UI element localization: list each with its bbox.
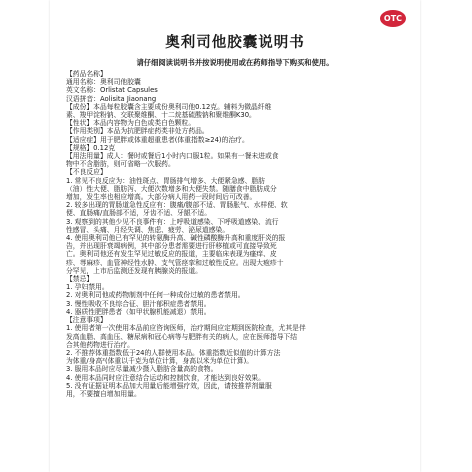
contraindication-item: 4. 器质性肥胖患者（如甲状腺机能减退）禁用。 (66, 307, 211, 316)
adverse-line: 分罕见，上市后监测还发现有胰腺炎的报道。 (66, 266, 202, 275)
adverse-line: 便、直肠痛/直肠部不适，牙齿不适、牙龈不适。 (66, 209, 212, 218)
precaution-line: 3. 服用本品时应尽量减少摄入脂肪含量高的食物。 (66, 365, 218, 374)
contraindication-item: 3. 慢性吸收不良综合征、胆汁郁积症患者禁用。 (66, 299, 211, 308)
section-adverse-header: 【不良反应】 (66, 168, 107, 177)
ingredients-line: 【成份】本品每粒胶囊含主要成份奥利司他0.12克。辅料为微晶纤维 (66, 102, 272, 111)
pinyin-name: 汉语拼音：Aolisita Jiaonang (66, 94, 157, 103)
adverse-line: 告，并出现肝衰竭病例，其中部分患者需要进行肝移植或可直接导致死 (66, 242, 277, 251)
section-contraindications-header: 【禁忌】 (66, 275, 94, 284)
reading-notice: 请仔细阅读说明书并按说明使用或在药师指导下购买和使用。 (136, 58, 334, 67)
section-drug-name-header: 【药品名称】 (66, 70, 107, 78)
leaflet-body (66, 70, 408, 398)
instruction-leaflet (50, 0, 420, 472)
precaution-line: 4. 使用本品同时应注意结合运动和控制饮食，才能达到良好效果。 (66, 373, 265, 382)
english-name: 英文名称：Orlistat Capsules (66, 86, 158, 95)
generic-name: 通用名称：奥利司他胶囊 (66, 78, 141, 87)
precaution-line: 为体重/身高²(体重以千克为单位计算，身高以米为单位计算)。 (66, 357, 254, 366)
adverse-line: 性感冒、头痛、月经失调、焦虑、疲劳、泌尿道感染。 (66, 225, 230, 234)
adverse-line: （油）性大便、脂肪泻、大便次数增多和大便失禁。随膳食中脂肪成分 (66, 184, 277, 193)
precaution-line: 发高血脂、高血压、糖尿病和冠心病等与肥胖有关的病人，应在医师指导下结 (66, 332, 298, 341)
precaution-line: 1. 使用者第一次使用本品前应咨询医师，治疗期间应定期到医院检查，尤其是伴 (66, 324, 306, 333)
adverse-line: 1. 常见不良反应为：油性斑点、胃肠排气增多、大便紧急感、脂肪 (66, 176, 265, 185)
precaution-line: 5. 没有证据证明本品加大用量后能增强疗效，因此，请按推荐剂量服 (66, 381, 272, 390)
indication: 【适应症】用于肥胖或体重超重患者(体重指数≥24)的治疗。 (66, 135, 249, 144)
adverse-line: 3. 观察到的其他少见不良事件有：上呼吸道感染、下呼吸道感染、流行 (66, 217, 279, 226)
precaution-line: 合其他药物进行治疗。 (66, 340, 134, 349)
section-precautions-header: 【注意事项】 (66, 316, 107, 325)
category: 【作用类别】本品为抗肥胖症药类非处方药品。 (66, 127, 209, 136)
precaution-line: 2. 不推荐体重指数低于24的人群使用本品。体重指数近似值的计算方法 (66, 348, 281, 357)
adverse-line: 疹、荨麻疹、血管神经性水肿、支气管痉挛和过敏性反应。出现大疱疹十 (66, 258, 284, 267)
specification: 【规格】0.12克 (66, 143, 116, 152)
precaution-line: 用，不要擅自增加用量。 (66, 389, 141, 398)
ingredients-line: 素、羧甲淀粉钠、交联聚维酮、十二烷基硫酸钠和聚维酮K30。 (66, 111, 256, 120)
otc-badge: OTC (380, 10, 406, 27)
adverse-line: 4. 使用奥利司他已有罕见的转氨酶升高、碱性磷酸酶升高和重度肝炎的报 (66, 234, 286, 243)
adverse-line: 亡。奥利司他还有发生罕见过敏反应的报道，主要临床表现为瘙痒、皮 (66, 250, 277, 259)
document-title: 奥利司他胶囊说明书 (165, 34, 305, 51)
adverse-line: 增加，发生率也相应增高。大部分病人用药一段时间后可改善。 (66, 193, 257, 202)
contraindication-item: 2. 对奥利司他或药物制剂中任何一种成份过敏的患者禁用。 (66, 291, 245, 300)
contraindication-item: 1. 孕妇禁用。 (66, 283, 109, 292)
usage-line: 【用法用量】成人：餐时或餐后1小时内口服1粒。如果有一餐未进或食 (66, 152, 279, 161)
appearance: 【性状】本品内容物为白色或类白色颗粒。 (66, 119, 196, 128)
usage-line: 物中不含脂肪，则可省略一次服药。 (66, 160, 175, 169)
adverse-line: 2. 较多出现的胃肠道急性反应有：腹痛/腹部不适、胃肠胀气、水样便、软 (66, 201, 288, 210)
